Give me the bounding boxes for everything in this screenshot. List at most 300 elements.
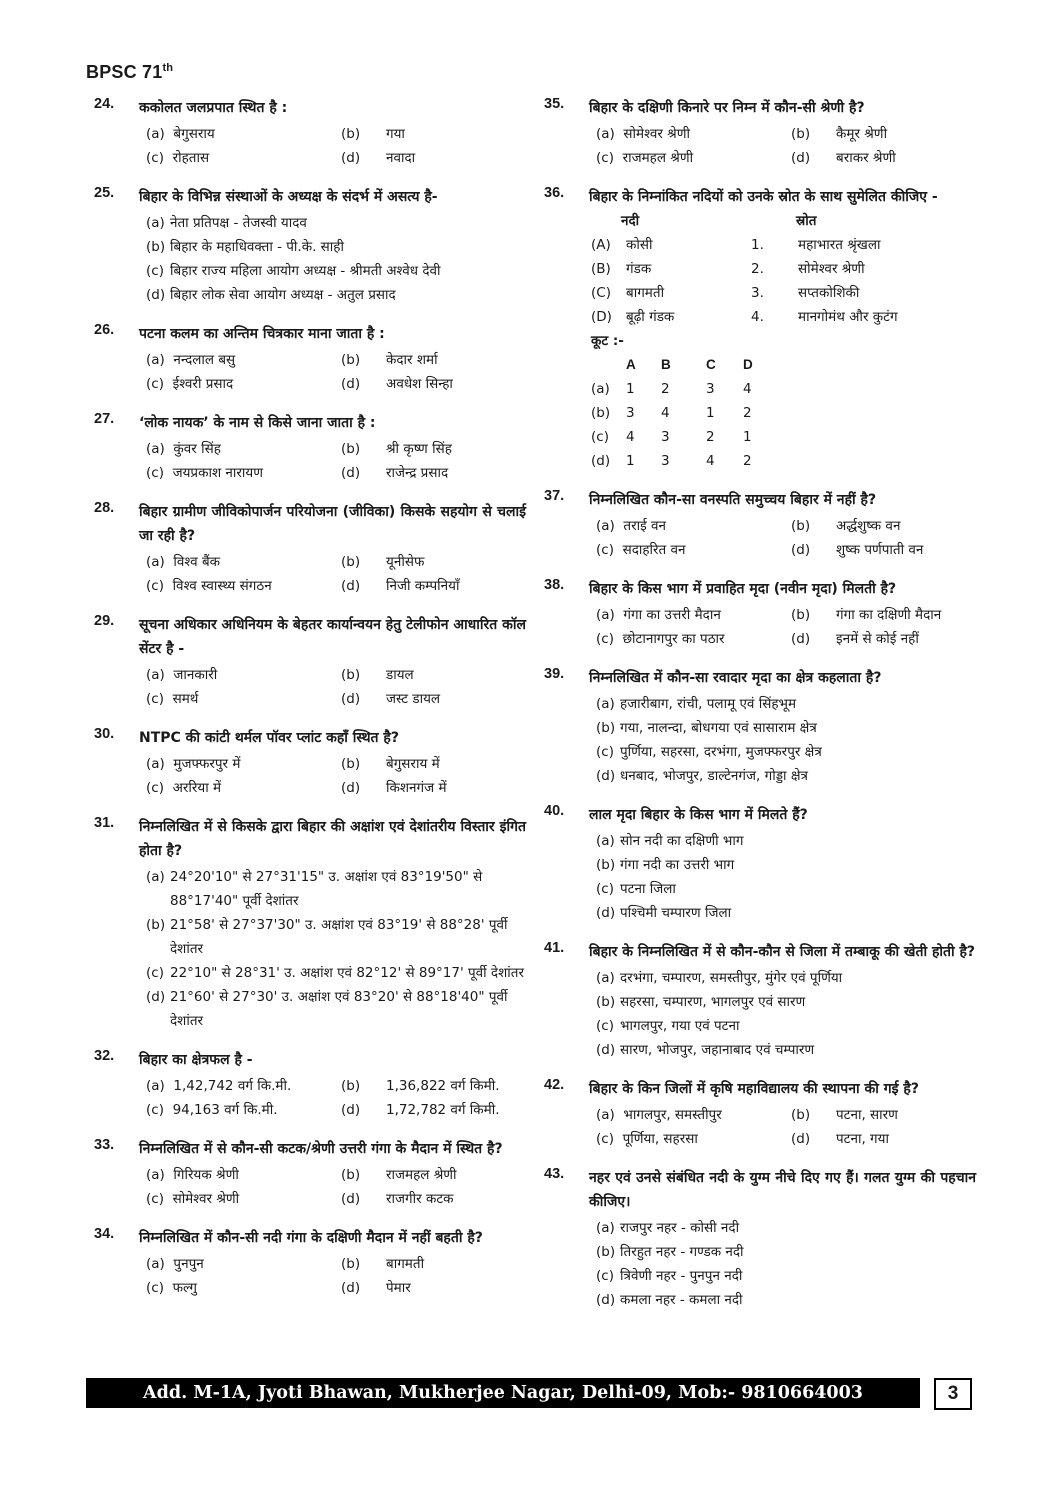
option-text: गया, नालन्दा, बोधगया एवं सासाराम क्षेत्र xyxy=(620,720,817,736)
option-c xyxy=(596,740,976,764)
option-a xyxy=(146,122,341,146)
option-b: डायल xyxy=(386,667,414,683)
code-cell: 1 xyxy=(706,405,715,421)
option-label: (d) xyxy=(596,1292,616,1308)
code-cell: 4 xyxy=(743,381,752,397)
option-d xyxy=(596,901,976,925)
option-text: जानकारी xyxy=(173,667,218,683)
options xyxy=(596,122,976,170)
question-38 xyxy=(536,577,976,651)
option-a: (a) सोमेश्वर श्रेणी xyxy=(596,126,690,142)
page-header xyxy=(86,62,173,83)
question-number: 29. xyxy=(94,613,115,629)
code-cell: 1 xyxy=(743,429,752,445)
code-cell: (a) xyxy=(591,381,610,397)
code-head-cell xyxy=(591,353,626,377)
option-text: 94,163 वर्ग कि.मी. xyxy=(172,1102,278,1118)
match-rows xyxy=(591,233,976,329)
option-text: 22°10" से 28°31' उ. अक्षांश एवं 82°12' से 89°17' पूर्वी देशांतर xyxy=(170,965,524,981)
options xyxy=(146,1074,526,1122)
options xyxy=(146,752,526,800)
code-cell: 3 xyxy=(626,405,635,421)
question-text: ककोलत जलप्रपात स्थित है : xyxy=(139,100,288,116)
option-a xyxy=(596,966,976,990)
option-label: (c) xyxy=(596,744,614,760)
match-header xyxy=(591,209,976,233)
option-d: 1,72,782 वर्ग किमी. xyxy=(386,1102,500,1118)
question-text: बिहार ग्रामीण जीविकोपार्जन परियोजना (जीविका) किसके सहयोग से चलाई जा रही है? xyxy=(139,504,526,544)
question-41 xyxy=(536,940,976,1062)
match-source: महाभारत श्रृंखला xyxy=(798,237,881,253)
question-number: 27. xyxy=(94,411,115,427)
options xyxy=(596,514,976,562)
option-d: बराकर श्रेणी xyxy=(836,150,896,166)
option-a xyxy=(596,692,976,716)
page-number: 3 xyxy=(934,1378,972,1410)
match-col-source: स्रोत xyxy=(796,213,817,229)
question-text: बिहार के निम्नलिखित में से कौन-कौन से जिला में तम्बाकू की खेती होती है? xyxy=(589,944,976,960)
option-text: 21°58' से 27°37'30" उ. अक्षांश एवं 83°19' से 88°28' पूर्वी देशांतर xyxy=(170,917,508,957)
option-d: शुष्क पर्णपाती वन xyxy=(836,542,924,558)
question-text: बिहार के निम्नांकित नदियों को उनके स्रोत के साथ सुमेलित कीजिए - xyxy=(589,189,938,205)
option-label: (c) xyxy=(146,691,164,707)
option-d: निजी कम्पनियाँ xyxy=(386,578,460,594)
match-source: मानगोमंथ और कुटंग xyxy=(798,309,898,325)
option-b: यूनीसेफ xyxy=(386,554,425,570)
code-row xyxy=(591,449,976,473)
options xyxy=(146,1163,526,1211)
question-40 xyxy=(536,803,976,925)
option-b: पटना, सारण xyxy=(836,1107,898,1123)
question-text: NTPC की कांटी थर्मल पॉवर प्लांट कहाँ स्थित है? xyxy=(139,730,399,746)
question-31 xyxy=(86,815,526,1033)
option-label: (a) xyxy=(146,126,165,142)
option-text: राजपुर नहर - कोसी नदी xyxy=(620,1220,740,1236)
option-text: कुंवर सिंह xyxy=(173,441,221,457)
option-text: 1,42,742 वर्ग कि.मी. xyxy=(173,1078,292,1094)
option-a xyxy=(146,348,341,372)
question-text: बिहार का क्षेत्रफल है - xyxy=(139,1052,253,1068)
options xyxy=(146,550,526,598)
option-label: (b) xyxy=(596,857,616,873)
code-row xyxy=(591,425,976,449)
question-42 xyxy=(536,1077,976,1151)
match-letter: (C) xyxy=(591,285,611,301)
question-text: पटना कलम का अन्तिम चित्रकार माना जाता है : xyxy=(139,326,385,342)
option-text: नेता प्रतिपक्ष - तेजस्वी यादव xyxy=(170,215,307,231)
options xyxy=(596,1216,976,1312)
option-d xyxy=(596,1038,976,1062)
option-d: किशनगंज में xyxy=(386,780,447,796)
option-label: (a) xyxy=(596,1107,615,1123)
option-c xyxy=(146,687,341,711)
option-label: (c) xyxy=(596,1268,614,1284)
options xyxy=(596,966,976,1062)
option-b: गंगा का दक्षिणी मैदान xyxy=(836,607,942,623)
question-text: बिहार के किन जिलों में कृषि महाविद्यालय की स्थापना की गई है? xyxy=(589,1081,919,1097)
option-label-d: (d) xyxy=(341,1280,361,1296)
question-number: 39. xyxy=(544,666,565,682)
question-number: 32. xyxy=(94,1048,115,1064)
option-text: छोटानागपुर का पठार xyxy=(622,631,725,647)
code-header xyxy=(591,353,976,377)
option-text: तिरहुत नहर - गण्डक नदी xyxy=(620,1244,744,1260)
option-label: (b) xyxy=(596,720,616,736)
question-24 xyxy=(86,96,526,170)
option-text: 21°60' से 27°30' उ. अक्षांश एवं 83°20' से 88°18'40" पूर्वी देशांतर xyxy=(170,989,508,1029)
question-28 xyxy=(86,500,526,598)
option-c xyxy=(146,461,341,485)
option-label: (c) xyxy=(146,150,164,166)
question-number: 30. xyxy=(94,726,115,742)
match-number: 2. xyxy=(751,261,764,277)
option-d: अवधेश सिन्हा xyxy=(386,376,453,392)
question-30 xyxy=(86,726,526,800)
question-number: 36. xyxy=(544,185,565,201)
option-d: राजगीर कटक xyxy=(386,1191,454,1207)
question-number: 33. xyxy=(94,1137,115,1153)
option-b xyxy=(146,235,526,259)
option-d xyxy=(596,1288,976,1312)
match-number: 1. xyxy=(751,237,764,253)
match-source: सप्तकोशिकी xyxy=(798,285,860,301)
option-text: दरभंगा, चम्पारण, समस्तीपुर, मुंगेर एवं पूर्णिया xyxy=(620,970,843,986)
question-number: 42. xyxy=(544,1077,565,1093)
code-cell: 4 xyxy=(626,429,635,445)
question-text: नहर एवं उनसे संबंधित नदी के युग्म नीचे दिए गए हैं। गलत युग्म की पहचान कीजिए। xyxy=(589,1170,976,1210)
question-number: 40. xyxy=(544,803,565,819)
option-text: विश्व बैंक xyxy=(173,554,221,570)
option-text: रोहतास xyxy=(172,150,210,166)
option-label: (a) xyxy=(146,554,165,570)
option-text: सारण, भोजपुर, जहानाबाद एवं चम्पारण xyxy=(620,1042,815,1058)
option-label: (c) xyxy=(146,263,164,279)
question-39 xyxy=(536,666,976,788)
option-text: गंगा का उत्तरी मैदान xyxy=(623,607,721,623)
code-cell: 1 xyxy=(626,381,635,397)
question-37 xyxy=(536,488,976,562)
question-number: 43. xyxy=(544,1166,565,1182)
option-label-b: (b) xyxy=(791,518,811,534)
option-label: (a) xyxy=(146,667,165,683)
options xyxy=(146,348,526,396)
option-a xyxy=(596,603,791,627)
option-label: (c) xyxy=(146,465,164,481)
code-title: कूट :- xyxy=(591,333,624,349)
option-label-b: (b) xyxy=(791,126,811,142)
option-label: (b) xyxy=(146,239,166,255)
question-number: 25. xyxy=(94,185,115,201)
code-cell: 2 xyxy=(743,453,752,469)
code-row xyxy=(591,401,976,425)
code-cell: (b) xyxy=(591,405,611,421)
code-head-cell: A xyxy=(626,357,636,372)
option-label-b: (b) xyxy=(341,352,361,368)
code-cell: 2 xyxy=(661,381,670,397)
question-32 xyxy=(86,1048,526,1122)
match-river: बागमती xyxy=(626,285,665,301)
option-label-d: (d) xyxy=(341,1191,361,1207)
code-row xyxy=(591,377,976,401)
option-label: (a) xyxy=(146,1078,165,1094)
option-label: (a) xyxy=(146,869,165,885)
options xyxy=(146,865,526,1033)
option-label: (a) xyxy=(146,1167,165,1183)
options xyxy=(146,1252,526,1300)
question-number: 37. xyxy=(544,488,565,504)
option-text: पूर्णिया, सहरसा xyxy=(622,1131,698,1147)
option-c xyxy=(146,1098,341,1122)
option-label-d: (d) xyxy=(341,150,361,166)
option-d xyxy=(146,985,526,1033)
option-label-d: (d) xyxy=(341,780,361,796)
option-label: (a) xyxy=(596,518,615,534)
option-label: (b) xyxy=(146,917,166,933)
question-text: निम्नलिखित में से कौन-सी कटक/श्रेणी उत्तरी गंगा के मैदान में स्थित है? xyxy=(139,1141,503,1157)
option-text: फल्गु xyxy=(172,1280,198,1296)
option-text: सोन नदी का दक्षिणी भाग xyxy=(620,833,744,849)
match-source: सोमेश्वर श्रेणी xyxy=(798,261,865,277)
option-label: (d) xyxy=(596,905,616,921)
option-label-d: (d) xyxy=(341,691,361,707)
option-text: गिरियक श्रेणी xyxy=(173,1167,239,1183)
option-label-b: (b) xyxy=(791,607,811,623)
code-head-cell: D xyxy=(743,357,753,372)
options xyxy=(146,211,526,307)
option-label: (c) xyxy=(596,542,614,558)
option-b xyxy=(596,716,976,740)
option-a xyxy=(596,1216,976,1240)
option-text: भागलपुर, समस्तीपुर xyxy=(623,1107,722,1123)
option-a xyxy=(596,1103,791,1127)
code-cell: 3 xyxy=(706,381,715,397)
option-a xyxy=(146,752,341,776)
option-text: पश्चिमी चम्पारण जिला xyxy=(620,905,732,921)
option-d: राजेन्द्र प्रसाद xyxy=(386,465,449,481)
match-table xyxy=(591,209,976,473)
option-b: बागमती xyxy=(386,1256,425,1272)
right-questions xyxy=(536,488,976,1312)
match-letter: (B) xyxy=(591,261,611,277)
option-text: जयप्रकाश नारायण xyxy=(172,465,264,481)
code-rows xyxy=(591,377,976,473)
option-text: कमला नहर - कमला नदी xyxy=(620,1292,743,1308)
option-b: 1,36,822 वर्ग किमी. xyxy=(386,1078,500,1094)
match-col-river: नदी xyxy=(621,213,640,229)
option-d: पटना, गया xyxy=(836,1131,889,1147)
option-label-d: (d) xyxy=(341,465,361,481)
option-label: (d) xyxy=(596,1042,616,1058)
options xyxy=(146,437,526,485)
option-c xyxy=(146,574,341,598)
option-label-b: (b) xyxy=(341,441,361,457)
match-river: बूढ़ी गंडक xyxy=(626,309,675,325)
option-text: त्रिवेणी नहर - पुनपुन नदी xyxy=(620,1268,743,1284)
option-b: श्री कृष्ण सिंह xyxy=(386,441,452,457)
option-label-d: (d) xyxy=(341,1102,361,1118)
question-text: निम्नलिखित में से किसके द्वारा बिहार की अक्षांश एवं देशांतरीय विस्तार इंगित होता है? xyxy=(139,819,526,859)
match-letter: (D) xyxy=(591,309,612,325)
option-label: (a) xyxy=(146,756,165,772)
option-label: (c) xyxy=(146,1280,164,1296)
option-label: (c) xyxy=(596,631,614,647)
question-33 xyxy=(86,1137,526,1211)
option-label-d: (d) xyxy=(791,542,811,558)
option-c xyxy=(596,1014,976,1038)
option-text: 24°20'10" से 27°31'15" उ. अक्षांश एवं 83°19'50" से 88°17'40" पूर्वी देशांतर xyxy=(170,869,483,909)
question-35 xyxy=(536,96,976,170)
option-text: सोमेश्वर श्रेणी xyxy=(172,1191,240,1207)
question-number: 41. xyxy=(544,940,565,956)
option-d: इनमें से कोई नहीं xyxy=(836,631,919,647)
option-b: केदार शर्मा xyxy=(386,352,438,368)
match-row xyxy=(591,281,976,305)
option-label: (c) xyxy=(596,1018,614,1034)
option-label: (c) xyxy=(146,578,164,594)
footer-address: Add. M-1A, Jyoti Bhawan, Mukherjee Nagar, Delhi-09, Mob:- 9810664003 xyxy=(86,1378,920,1408)
question-text: लाल मृदा बिहार के किस भाग में मिलते हैं? xyxy=(589,807,808,823)
option-a xyxy=(146,1074,341,1098)
code-cell: 2 xyxy=(706,429,715,445)
option-label-b: (b) xyxy=(791,1107,811,1123)
option-c xyxy=(146,1187,341,1211)
option-c xyxy=(596,877,976,901)
option-c xyxy=(596,1264,976,1288)
code-cell: (c) xyxy=(591,429,609,445)
option-label: (c) xyxy=(146,1191,164,1207)
option-label: (d) xyxy=(146,989,166,1005)
option-label-d: (d) xyxy=(341,578,361,594)
option-label-b: (b) xyxy=(341,1078,361,1094)
option-c xyxy=(596,627,791,651)
option-text: बेगुसराय xyxy=(173,126,215,142)
option-text: बिहार के महाधिवक्ता - पी.के. साही xyxy=(170,239,344,255)
option-a xyxy=(146,1163,341,1187)
option-c xyxy=(596,538,791,562)
code-cell: 4 xyxy=(706,453,715,469)
option-a xyxy=(146,211,526,235)
option-text: सहरसा, चम्पारण, भागलपुर एवं सारण xyxy=(620,994,806,1010)
option-label-d: (d) xyxy=(791,1131,811,1147)
option-label-b: (b) xyxy=(341,756,361,772)
code-cell: 2 xyxy=(743,405,752,421)
code-cell: 4 xyxy=(661,405,670,421)
option-a xyxy=(596,514,791,538)
match-letter: (A) xyxy=(591,237,611,253)
option-b xyxy=(596,990,976,1014)
option-c xyxy=(146,372,341,396)
option-label-b: (b) xyxy=(341,1256,361,1272)
option-label: (c) xyxy=(146,1102,164,1118)
question-text: निम्नलिखित में कौन-सी नदी गंगा के दक्षिणी मैदान में नहीं बहती है? xyxy=(139,1230,483,1246)
question-number: 24. xyxy=(94,96,115,112)
code-cell: 3 xyxy=(661,453,670,469)
option-label: (b) xyxy=(596,994,616,1010)
option-label-d: (d) xyxy=(341,376,361,392)
option-a xyxy=(146,1252,341,1276)
question-number: 26. xyxy=(94,322,115,338)
option-text: पुनपुन xyxy=(173,1256,204,1272)
code-cell: 1 xyxy=(626,453,635,469)
option-label: (a) xyxy=(146,215,165,231)
option-b: अर्द्धशुष्क वन xyxy=(836,518,901,534)
exam-title: BPSC 71 xyxy=(86,62,163,82)
option-label-b: (b) xyxy=(341,667,361,683)
question-number: 34. xyxy=(94,1226,115,1242)
option-label: (d) xyxy=(596,768,616,784)
option-label: (b) xyxy=(596,1244,616,1260)
option-b: बेगुसराय में xyxy=(386,756,440,772)
option-a xyxy=(596,829,976,853)
option-d: पेमार xyxy=(386,1280,411,1296)
option-c xyxy=(146,259,526,283)
option-c xyxy=(146,146,341,170)
option-text: अररिया में xyxy=(172,780,222,796)
question-text: सूचना अधिकार अधिनियम के बेहतर कार्यान्वयन हेतु टेलीफोन आधारित कॉल सेंटर है - xyxy=(139,617,526,657)
options xyxy=(596,692,976,788)
match-row xyxy=(591,233,976,257)
option-text: बिहार राज्य महिला आयोग अध्यक्ष - श्रीमती अश्वेध देवी xyxy=(170,263,441,279)
options xyxy=(596,1103,976,1151)
options xyxy=(596,829,976,925)
option-label-d: (d) xyxy=(791,150,811,166)
option-label: (a) xyxy=(146,441,165,457)
question-text: ‘लोक नायक’ के नाम से किसे जाना जाता है : xyxy=(139,415,376,431)
code-head-cell: B xyxy=(661,357,671,372)
option-d xyxy=(596,764,976,788)
option-label: (a) xyxy=(596,1220,615,1236)
option-b xyxy=(596,853,976,877)
option-text: मुजफ्फरपुर में xyxy=(173,756,241,772)
option-text: गंगा नदी का उत्तरी भाग xyxy=(620,857,735,873)
option-text: नन्दलाल बसु xyxy=(173,352,236,368)
question-text: बिहार के किस भाग में प्रवाहित मृदा (नवीन मृदा) मिलती है? xyxy=(589,581,897,597)
option-b: गया xyxy=(386,126,405,142)
options xyxy=(596,603,976,651)
match-row xyxy=(591,257,976,281)
option-label: (c) xyxy=(596,1131,614,1147)
option-label: (a) xyxy=(596,833,615,849)
option-label: (a) xyxy=(596,970,615,986)
option-b xyxy=(596,1240,976,1264)
question-text: निम्नलिखित में कौन-सा रवादार मृदा का क्षेत्र कहलाता है? xyxy=(589,670,882,686)
option-a xyxy=(146,865,526,913)
option-label: (c) xyxy=(146,376,164,392)
option-text: पटना जिला xyxy=(620,881,676,897)
option-text: तराई वन xyxy=(623,518,667,534)
option-label-d: (d) xyxy=(791,631,811,647)
option-text: हजारीबाग, रांची, पलामू एवं सिंहभूम xyxy=(620,696,797,712)
option-text: भागलपुर, गया एवं पटना xyxy=(620,1018,740,1034)
option-c: (c) राजमहल श्रेणी xyxy=(596,150,694,166)
option-label: (a) xyxy=(146,352,165,368)
option-text: ईश्वरी प्रसाद xyxy=(172,376,234,392)
option-text: धनबाद, भोजपुर, डाल्टेनगंज, गोड्डा क्षेत्र xyxy=(620,768,808,784)
option-c xyxy=(146,776,341,800)
question-36 xyxy=(536,185,976,473)
option-c xyxy=(596,1127,791,1151)
option-d xyxy=(146,283,526,307)
question-number: 38. xyxy=(544,577,565,593)
option-text: विश्व स्वास्थ्य संगठन xyxy=(172,578,272,594)
option-text: समर्थ xyxy=(172,691,199,707)
code-cell: (d) xyxy=(591,453,611,469)
option-c xyxy=(146,1276,341,1300)
question-number: 31. xyxy=(94,815,115,831)
match-river: गंडक xyxy=(626,261,652,277)
option-label: (a) xyxy=(146,1256,165,1272)
question-34 xyxy=(86,1226,526,1300)
